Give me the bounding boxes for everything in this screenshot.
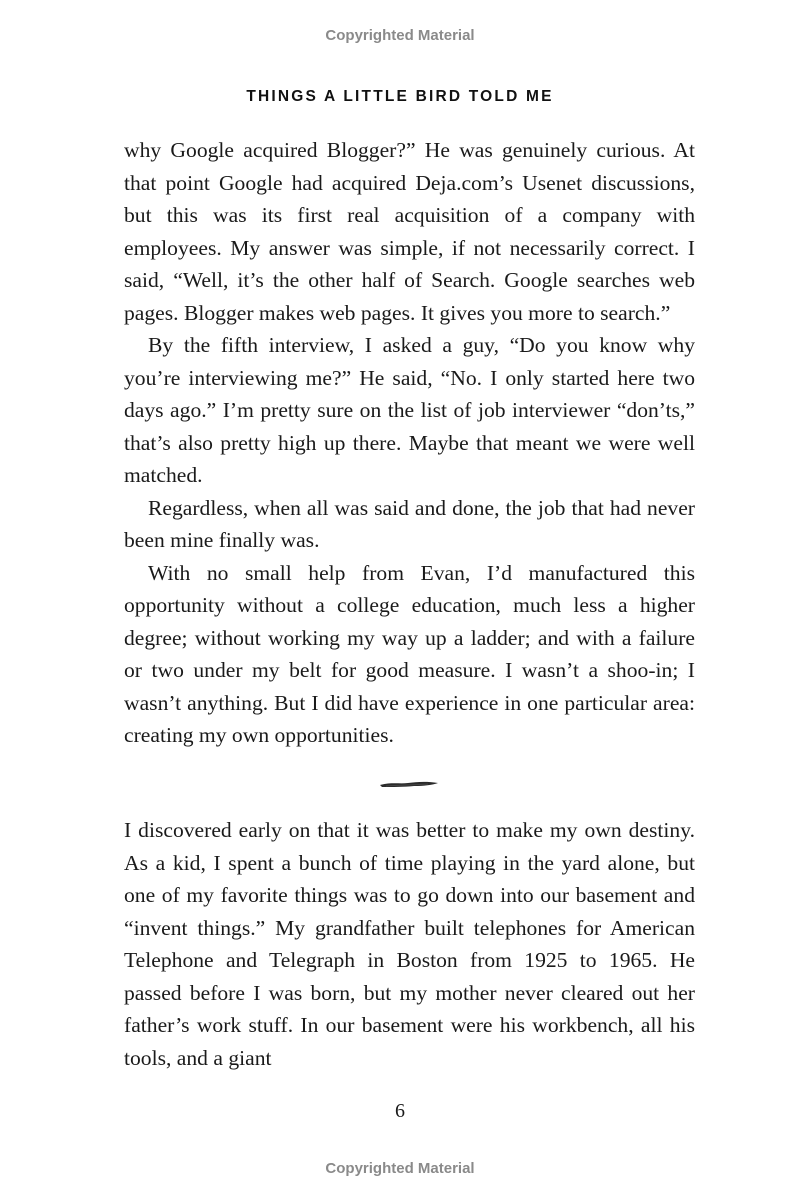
body-text-section-1: [124, 134, 695, 752]
paragraph: Regardless, when all was said and done, the job that had never been mine finally was.: [124, 495, 695, 552]
page-number: 6: [395, 1100, 405, 1122]
paragraph: I discovered early on that it was better to make my own destiny. As a kid, I spent a bunch of time playing in the yard alone, but one of my favorite things was to go down into our basement and “invent things.” My grandfather built telephones for American Telephone and Telegraph in Boston from 1925 to 1965. He passed before I was born, but my mother never cleared out her father’s work stuff. In our basement were his workbench, all his tools, and a giant: [124, 818, 695, 1070]
paragraph: why Google acquired Blogger?” He was genuinely curious. At that point Google had acquired Deja.com’s Usenet discussions, but this was its first real acquisition of a company with employees. My answer was simple, if not necessarily correct. I said, “Well, it’s the other half of Search. Google searches web pages. Blogger makes web pages. It gives you more to search.”: [124, 138, 695, 325]
paragraph: By the fifth interview, I asked a guy, “Do you know why you’re interviewing me?” He said, “No. I only started here two days ago.” I’m pretty sure on the list of job interviewer “don’ts,” that’s also pretty high up there. Maybe that meant we were well matched.: [124, 333, 695, 487]
running-head-title: THINGS A LITTLE BIRD TOLD ME: [246, 88, 554, 105]
section-break-ornament: [378, 777, 440, 791]
paragraph: With no small help from Evan, I’d manufactured this opportunity without a college education, much less a higher degree; without working my way up a ladder; and with a failure or two under my belt for good measure. I wasn’t a shoo-in; I wasn’t anything. But I did have experience in one particular area: creating my own opportunities.: [124, 560, 695, 747]
body-text-section-2: [124, 814, 695, 1074]
copyright-watermark-bottom: Copyrighted Material: [325, 1160, 475, 1177]
copyright-watermark-top: Copyrighted Material: [325, 27, 475, 44]
